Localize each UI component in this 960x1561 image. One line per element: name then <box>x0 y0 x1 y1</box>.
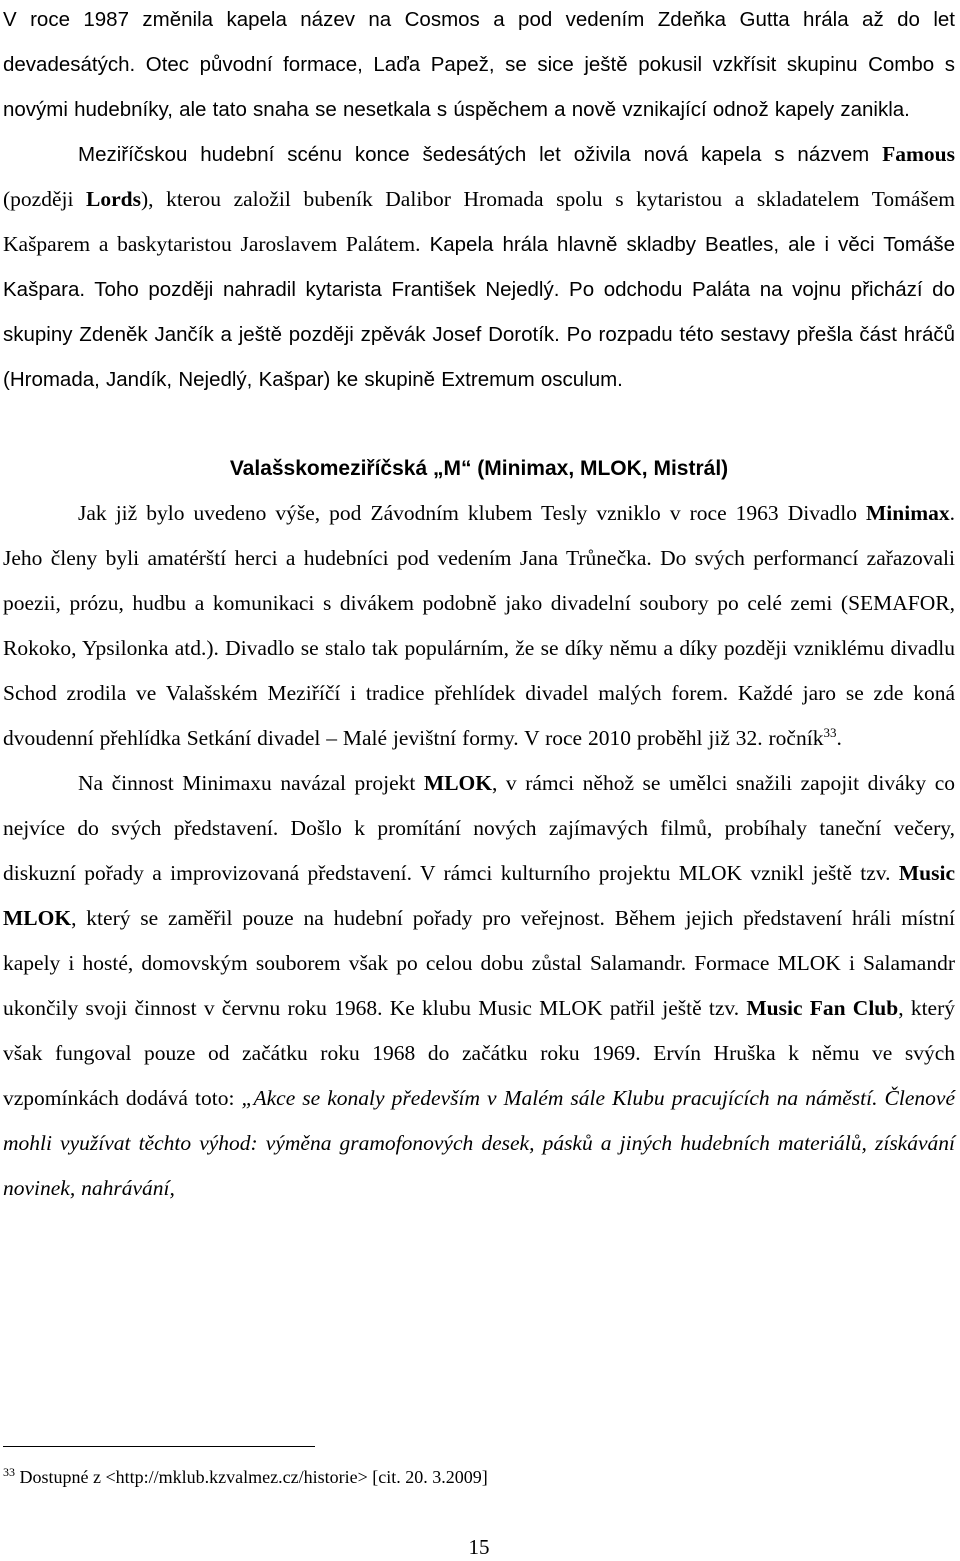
paragraph-text: Na činnost Minimaxu navázal projekt <box>78 771 424 795</box>
page-content <box>3 0 955 1559</box>
paragraph-mlok <box>3 761 955 1211</box>
footnote-separator <box>3 1446 315 1447</box>
paragraph-text: Jak již bylo uvedeno výše, pod Závodním klubem Tesly vzniklo v roce 1963 Divadlo <box>78 501 867 525</box>
footnote <box>3 1465 488 1489</box>
paragraph-text: , který však fungoval pouze od začátku roku 1968 do začátku roku 1969. Ervín Hruška k němu ve svých vzpomínkách dodává toto: <box>3 996 955 1110</box>
paragraph-text: (později <box>3 187 87 211</box>
footnote-reference[interactable]: 33 <box>823 724 837 740</box>
band-name-famous: Famous <box>882 142 955 166</box>
project-name-mlok: MLOK <box>423 771 493 795</box>
paragraph-minimax <box>3 491 955 761</box>
paragraph-text: V roce 1987 změnila kapela název na Cosmos a pod vedením Zdeňka Gutta hrála až do let devadesátých. Otec původní formace, Laďa Papež, se sice ještě pokusil vzkřísit skupinu Combo s novými hudebníky, ale tato snaha se nesetkala s úspěchem a nově vznikající odnož kapely zanikla. <box>3 8 955 121</box>
paragraph-text: , v rámci něhož se umělci snažili zapojit diváky co nejvíce do svých představení. Došlo k promítání nových zajímavých filmů, probíhaly taneční večery, diskuzní pořady a improvizovaná představení. V rámci kulturního projektu MLOK vznikl ještě tzv. <box>3 771 955 885</box>
footnote-text: Dostupné z <http://mklub.kzvalmez.cz/historie> [cit. 20. 3.2009] <box>15 1467 488 1487</box>
footnote-number: 33 <box>3 1465 15 1479</box>
paragraph-text: Meziříčskou hudební scénu konce šedesátých let oživila nová kapela s názvem <box>78 143 883 166</box>
paragraph-text: . Jeho členy byli amatérští herci a hudebníci pod vedením Jana Trůnečka. Do svých performancí zařazovali poezii, prózu, hudbu a komunikaci s divákem podobně jako divadelní soubory po celé zemi (SEMAFOR, Rokoko, Ypsilonka atd.). Divadlo se stalo tak populárním, že se díky němu a díky později vzniklému divadlu Schod zrodila ve Valašském Meziříčí i tradice přehlídek divadel malých forem. Každé jaro se zde koná dvoudenní přehlídka Setkání divadel – Malé jevištní formy. V roce 2010 proběhl již 32. ročník <box>3 501 955 750</box>
paragraph-famous <box>3 132 955 402</box>
paragraph-text: ), kterou založil bubeník Dalibor Hromada spolu s kytaristou a skladatelem Tomášem Kašparem a baskytaristou Jaroslavem Palátem. <box>3 187 955 256</box>
project-name-music-mlok: Music MLOK <box>3 861 955 930</box>
quotation: „Akce se konaly především v Malém sále Klubu pracujících na náměstí. Členové mohli využívat těchto výhod: výměna gramofonových desek, pásků a jiných hudebních materiálů, získávání novinek, nahrávání, <box>3 1086 955 1200</box>
paragraph-cosmos <box>3 0 955 132</box>
paragraph-text: Kapela hrála hlavně skladby Beatles, ale i věci Tomáše Kašpara. Toho později nahradil kytarista František Nejedlý. Po odchodu Paláta na vojnu přichází do skupiny Zdeněk Jančík a ještě později zpěvák Josef Dorotík. Po rozpadu této sestavy přešla část hráčů (Hromada, Jandík, Nejedlý, Kašpar) ke skupině Extremum osculum. <box>3 233 955 391</box>
club-name-music-fan-club: Music Fan Club <box>746 996 899 1020</box>
theatre-name-minimax: Minimax <box>866 501 950 525</box>
section-heading: Valašskomeziříčská „M“ (Minimax, MLOK, Mistrál) <box>229 457 729 480</box>
band-name-lords: Lords <box>86 187 141 211</box>
page-number: 15 <box>468 1535 490 1559</box>
paragraph-text: , který se zaměřil pouze na hudební pořady pro veřejnost. Během jejich představení hráli místní kapely i hosté, domovským souborem však po celou dobu zůstal Salamandr. Formace MLOK i Salamandr ukončily svoji činnost v červnu roku 1968. Ke klubu Music MLOK patřil ještě tzv. <box>3 906 955 1020</box>
paragraph-text: . <box>836 726 842 750</box>
